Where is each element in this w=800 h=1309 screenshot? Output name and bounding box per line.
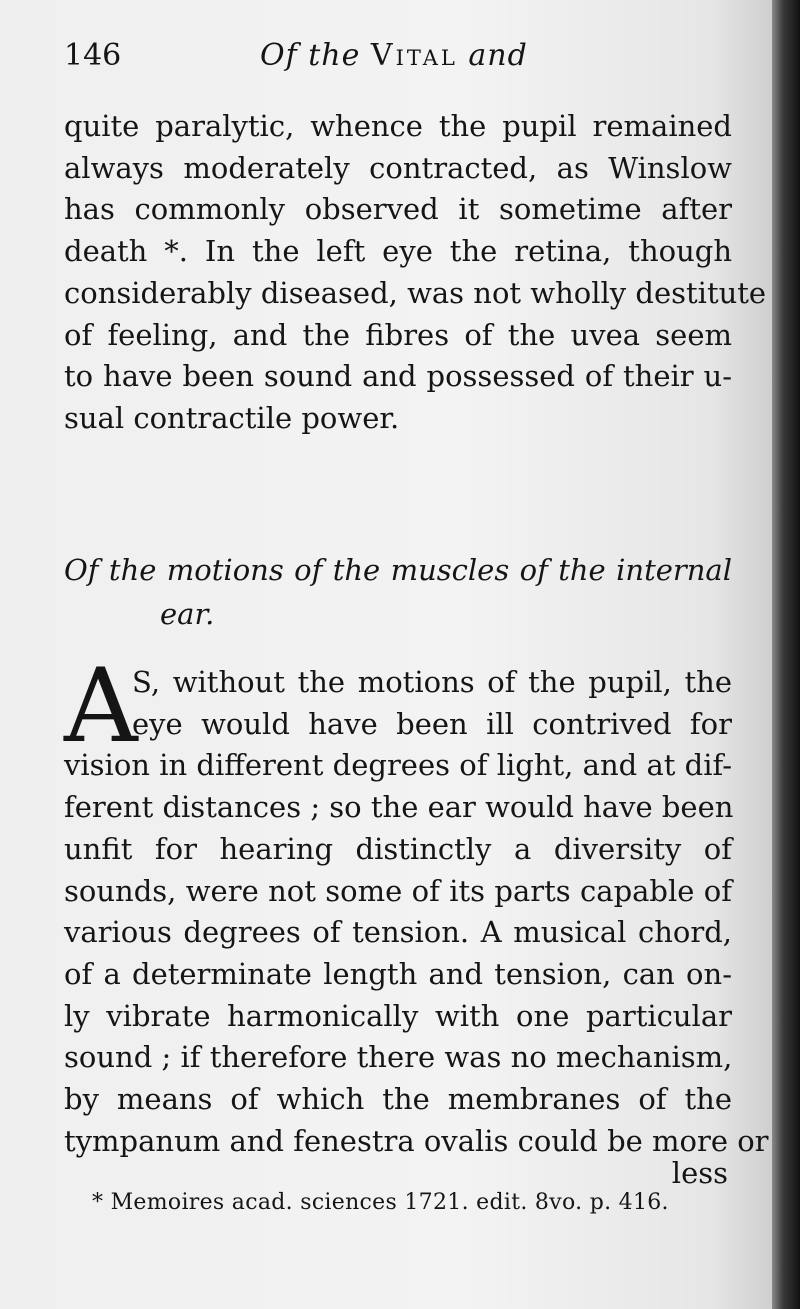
section-heading bbox=[64, 548, 732, 636]
text-line: various degrees of tension. A musical chord, bbox=[64, 915, 732, 950]
text-line: sound ; if therefore there was no mechanism, bbox=[64, 1040, 733, 1075]
running-head-and: and bbox=[468, 38, 528, 73]
text-line: ly vibrate harmonically with one particular bbox=[64, 998, 732, 1033]
page-number: 146 bbox=[64, 38, 122, 73]
text-line: vision in different degrees of light, and at dif- bbox=[64, 748, 732, 783]
text-line: ferent distances ; so the ear would have been bbox=[64, 790, 734, 825]
text-line: quite paralytic, whence the pupil remained bbox=[64, 109, 732, 143]
new-paragraph bbox=[64, 662, 769, 1162]
text-line: sual contractile power. bbox=[64, 400, 400, 435]
section-heading-line-1: Of the motions of the muscles of the internal bbox=[64, 553, 732, 587]
text-line: sounds, were not some of its parts capable of bbox=[64, 873, 732, 908]
text-line: of a determinate length and tension, can on- bbox=[64, 956, 732, 991]
page-edge-shadow bbox=[772, 0, 800, 1309]
text-line: considerably diseased, was not wholly destitute bbox=[64, 275, 767, 310]
catchword: less bbox=[671, 1156, 728, 1190]
text-line: of feeling, and the fibres of the uvea seem bbox=[64, 317, 732, 352]
text-line: death *. In the left eye the retina, though bbox=[64, 234, 732, 269]
footnote: * Memoires acad. sciences 1721. edit. 8vo. p. 416. bbox=[92, 1190, 669, 1215]
text-line: always moderately contracted, as Winslow bbox=[64, 150, 732, 185]
text-line: to have been sound and possessed of their u- bbox=[64, 359, 732, 394]
section-heading-line-2: ear. bbox=[160, 597, 215, 631]
page-header bbox=[64, 38, 744, 98]
running-head bbox=[260, 38, 528, 73]
continued-paragraph bbox=[64, 106, 767, 446]
text-line: by means of which the membranes of the bbox=[64, 1082, 732, 1117]
running-head-of: Of the bbox=[260, 38, 361, 73]
text-line: S, without the motions of the pupil, the bbox=[132, 665, 732, 699]
drop-cap: A bbox=[64, 647, 138, 766]
text-line: unfit for hearing distinctly a diversity of bbox=[64, 831, 732, 866]
text-line: has commonly observed it sometime after bbox=[64, 192, 732, 227]
text-line: tympanum and fenestra ovalis could be more or bbox=[64, 1123, 769, 1158]
running-head-vital: Vital bbox=[370, 38, 458, 73]
text-line: eye would have been ill contrived for bbox=[132, 706, 732, 741]
